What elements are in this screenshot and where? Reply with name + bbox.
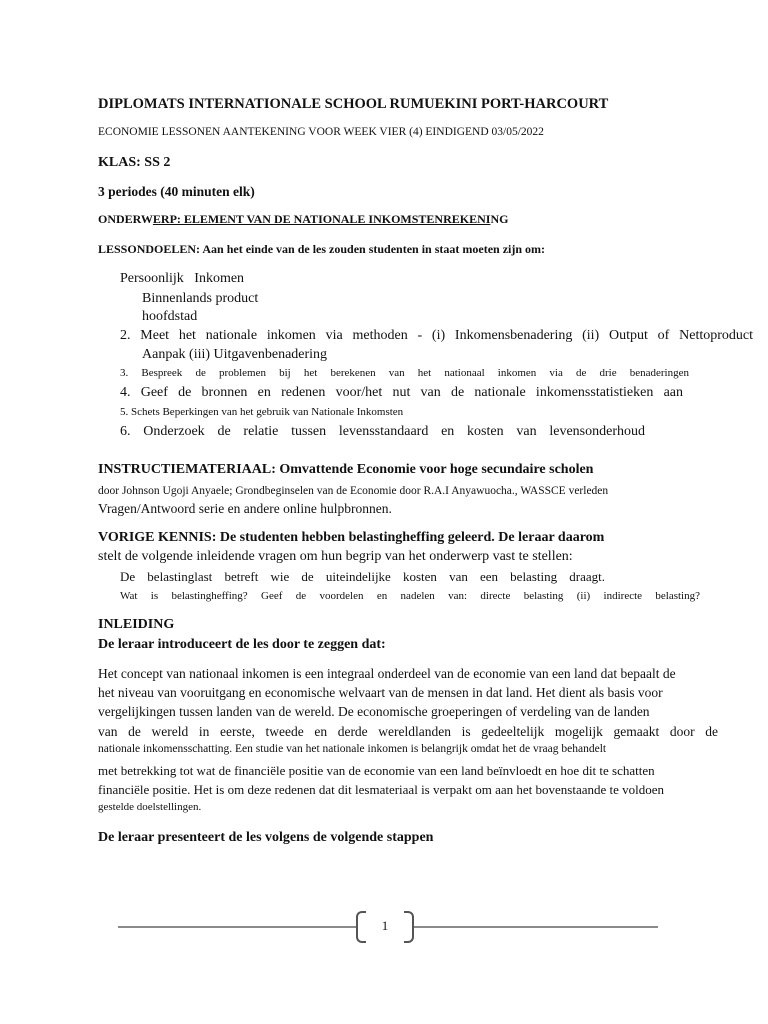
class-label: KLAS: SS 2 — [98, 155, 171, 170]
prior-knowledge-text: VORIGE KENNIS: De studenten hebben belastingheffing geleerd. De leraar daarom — [98, 530, 605, 545]
paragraph-line: gestelde doelstellingen. — [98, 801, 202, 813]
periods-label: 3 periodes (40 minuten elk) — [98, 184, 255, 199]
right-brace-icon — [404, 911, 414, 943]
footer-rule-right — [412, 926, 658, 928]
paragraph-line: financiële positie. Het is om deze redenen dat dit lesmateriaal is verpakt om aan het bovenstaande te voldoen — [98, 782, 665, 797]
objective-item: hoofdstad — [142, 309, 198, 324]
objective-item: Binnenlands product — [142, 291, 259, 306]
lesson-steps-heading: De leraar presenteert de les volgens de volgende stappen — [98, 830, 434, 845]
objective-item: 3. Bespreek de problemen bij het berekenen van het nationaal inkomen via de drie benaderingen — [120, 367, 689, 379]
introduction-heading: INLEIDING — [98, 617, 175, 632]
paragraph-line: Het concept van nationaal inkomen is een integraal onderdeel van de economie van een land dat bepaalt de — [98, 666, 676, 681]
intro-question: Wat is belastingheffing? Geef de voordelen en nadelen van: directe belasting (ii) indirecte belasting? — [120, 590, 700, 602]
paragraph-line: met betrekking tot wat de financiële positie van de economie van een land beïnvloedt en hoe dit te schatten — [98, 763, 655, 778]
objectives-heading: LESSONDOELEN: Aan het einde van de les zouden studenten in staat moeten zijn om: — [98, 242, 546, 256]
materials-line: Vragen/Antwoord serie en andere online hulpbronnen. — [98, 501, 392, 516]
objective-item: 2. Meet het nationale inkomen via methoden - (i) Inkomensbenadering (ii) Output of Nettoproduct — [120, 328, 753, 343]
footer-rule-left — [118, 926, 358, 928]
objective-item: Aanpak (iii) Uitgavenbenadering — [142, 347, 328, 362]
objective-item: Persoonlijk Inkomen — [120, 271, 245, 286]
materials-line: door Johnson Ugoji Anyaele; Grondbeginselen van de Economie door R.A.I Anyawuocha., WASSCE verleden — [98, 485, 609, 497]
page-number: 1 — [381, 918, 389, 933]
topic-heading — [98, 212, 508, 227]
paragraph-line: het niveau van vooruitgang en economische welvaart van de mensen in dat land. Het dient als basis voor — [98, 685, 663, 700]
objective-item: 5. Schets Beperkingen van het gebruik van Nationale Inkomsten — [120, 406, 404, 418]
paragraph-line: van de wereld in eerste, tweede en derde wereldlanden is gedeeltelijk mogelijk gemaakt door de — [98, 724, 718, 739]
prior-knowledge-line: stelt de volgende inleidende vragen om hun begrip van het onderwerp vast te stellen: — [98, 549, 573, 564]
topic-part-1: ONDERW — [98, 212, 153, 226]
paragraph-line: vergelijkingen tussen landen van de wereld. De economische groeperingen of verdeling van de landen — [98, 704, 650, 719]
paragraph-line: nationale inkomensschatting. Een studie van het nationale inkomen is belangrijk omdat het de vraag behandelt — [98, 743, 607, 755]
topic-part-2: ERP: ELEMENT VAN DE NATIONALE INKOMSTENREKENI — [152, 212, 491, 226]
objective-item: 4. Geef de bronnen en redenen voor/het nut van de nationale inkomensstatistieken aan — [120, 385, 683, 400]
materials-heading: INSTRUCTIEMATERIAAL: Omvattende Economie voor hoge secundaire scholen — [98, 462, 594, 477]
school-title: DIPLOMATS INTERNATIONALE SCHOOL RUMUEKINI PORT-HARCOURT — [98, 96, 609, 112]
prior-knowledge-heading — [98, 530, 604, 546]
topic-part-3: NG — [490, 212, 509, 226]
introduction-subheading: De leraar introduceert de les door te zeggen dat: — [98, 637, 386, 652]
document-subtitle: ECONOMIE LESSONEN AANTEKENING VOOR WEEK VIER (4) EINDIGEND 03/05/2022 — [98, 126, 544, 138]
objective-item: 6. Onderzoek de relatie tussen levensstandaard en kosten van levensonderhoud — [120, 424, 645, 439]
intro-question: De belastinglast betreft wie de uiteindelijke kosten van een belasting draagt. — [120, 569, 605, 584]
left-brace-icon — [356, 911, 366, 943]
